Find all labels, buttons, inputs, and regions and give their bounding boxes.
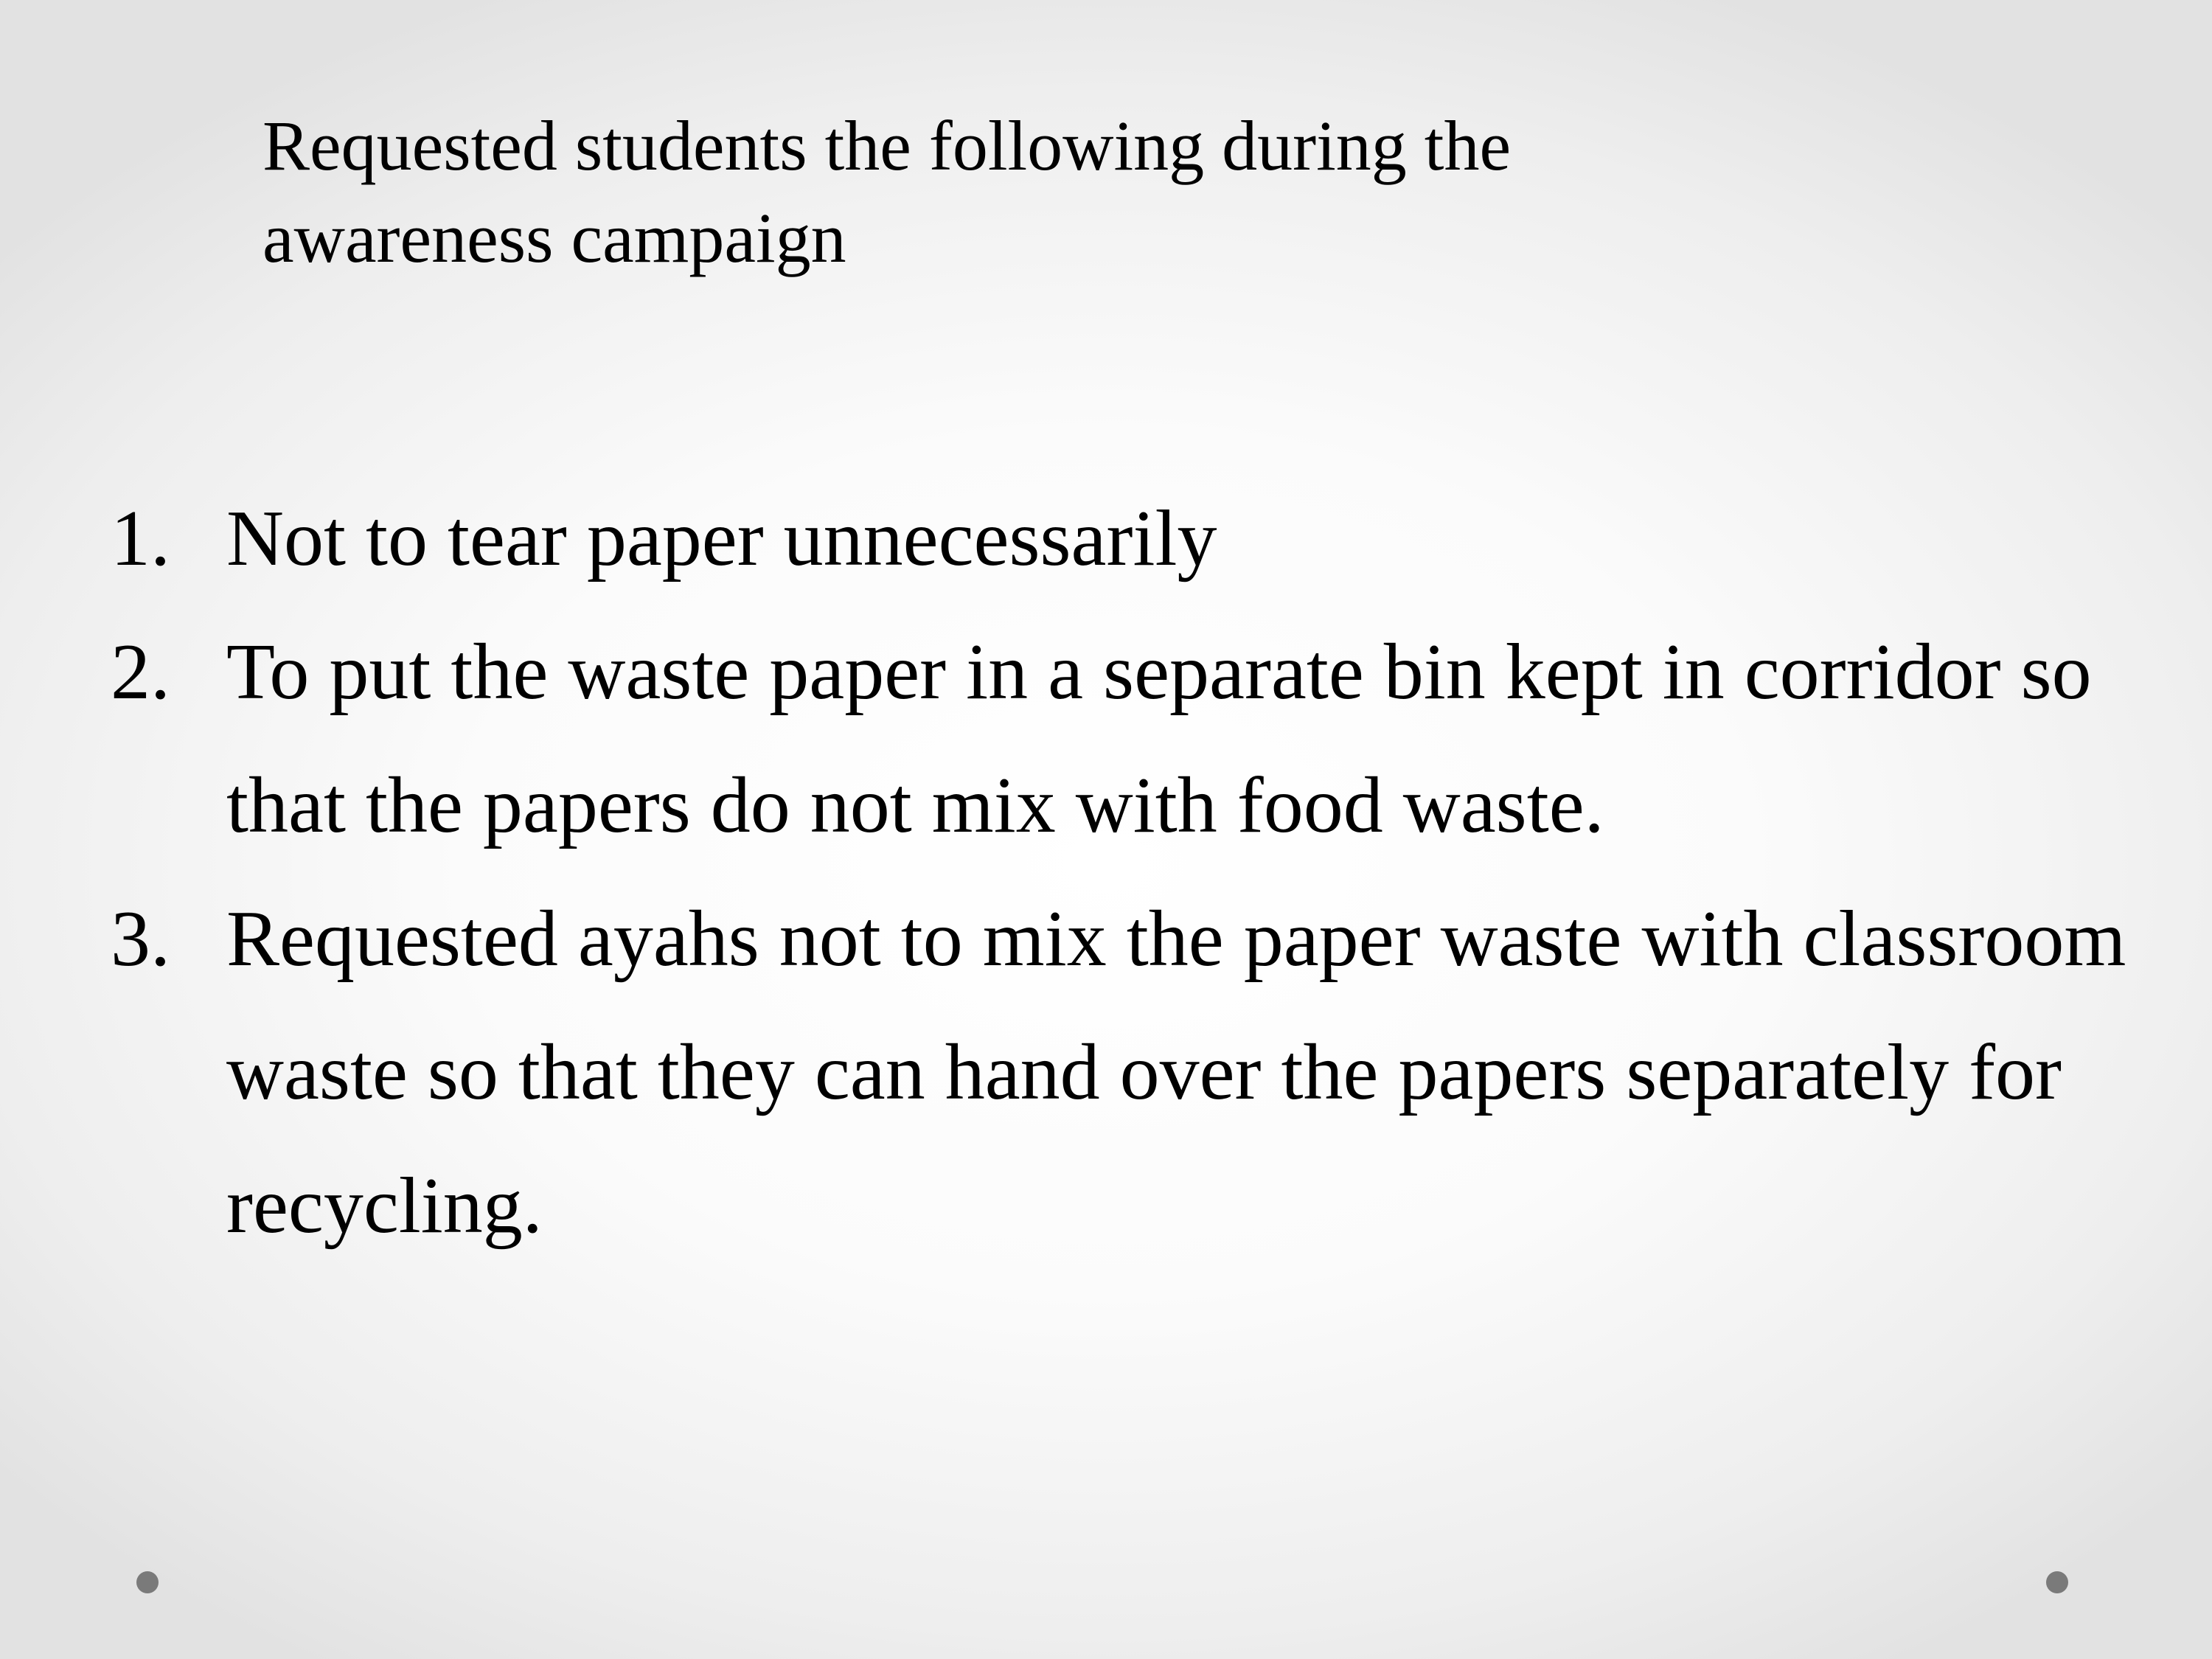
slide-title	[262, 100, 2032, 284]
list-item	[111, 872, 2160, 1273]
list-item	[111, 605, 2160, 872]
list-item-number: 3.	[111, 895, 170, 983]
slide-title-line-2: awareness campaign	[262, 198, 846, 277]
slide-title-line-1: Requested students the following during the	[262, 106, 1512, 185]
list-item-text: Not to tear paper unnecessarily	[226, 495, 1217, 582]
list-item	[111, 472, 2160, 605]
list-item-text: To put the waste paper in a separate bin kept in corridor so that the papers do not mix with food waste.	[226, 628, 2092, 849]
decorative-dot-right	[2046, 1571, 2068, 1593]
list-item-number: 1.	[111, 495, 170, 582]
numbered-list	[111, 472, 2160, 1273]
list-item-number: 2.	[111, 628, 170, 716]
decorative-dot-left	[136, 1571, 159, 1593]
list-item-text: Requested ayahs not to mix the paper waste with classroom waste so that they can hand over the papers separately for recycling.	[226, 895, 2126, 1250]
